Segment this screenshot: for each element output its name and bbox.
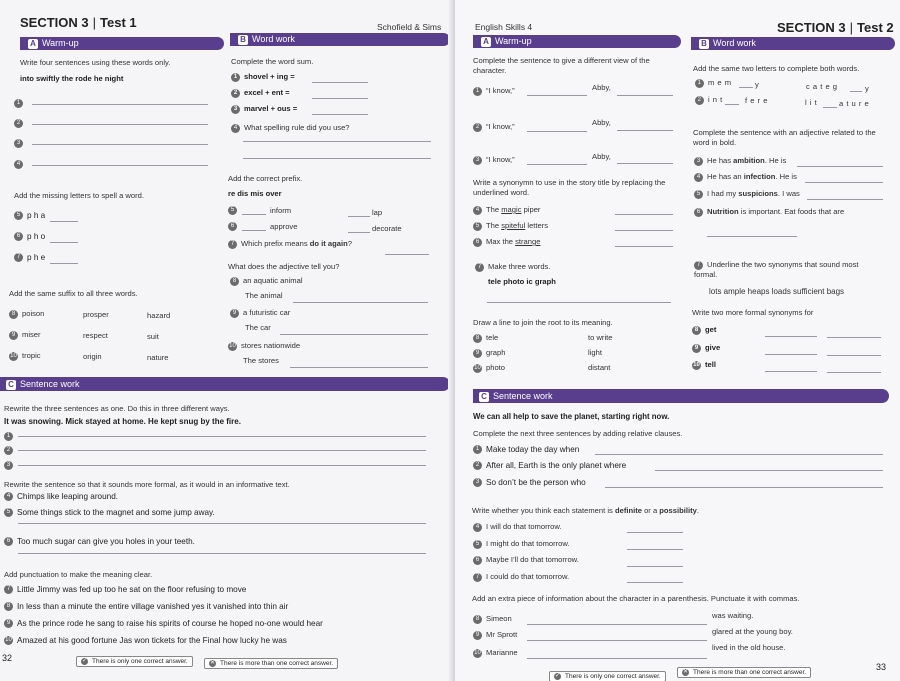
section-heading: SECTION 3 | Test 1 — [20, 15, 137, 30]
answer-line[interactable] — [18, 523, 426, 524]
answer-line[interactable] — [805, 182, 883, 183]
instruction: Write a synonymn to use in the story title by replacing the underlined word. — [473, 178, 666, 197]
list-item: hazard — [147, 311, 171, 320]
list-item: 5 Some things stick to the magnet and some jump away. — [4, 508, 215, 517]
instruction: Write whether you think each statement is definite or a possibility. — [472, 506, 699, 515]
sentence-work-tab: C Sentence work — [473, 389, 889, 403]
word-list: into swiftly the rode he night — [20, 74, 124, 83]
answer-line[interactable] — [242, 214, 266, 215]
list-item: 6 Max the strange — [473, 237, 540, 247]
sentence: It was snowing. Mick stayed at home. He kept snug by the fire. — [4, 417, 241, 426]
answer-line[interactable] — [725, 104, 739, 105]
answer-line[interactable] — [655, 470, 883, 471]
q1-num: 1 — [14, 95, 27, 113]
root-item[interactable]: 8 tele — [473, 333, 498, 343]
root-item[interactable]: 9 graph — [473, 348, 505, 358]
list-item: 4 What spelling rule did you use? — [231, 123, 350, 133]
list-item: 7 Underline the two synonyms that sound most formal. — [694, 260, 859, 279]
list-item: 7 I could do that tomorrow. — [473, 572, 569, 582]
list-item: respect — [83, 331, 108, 340]
list-item: 9 a futuristic car — [230, 308, 290, 318]
legend-single: ✓ There is only one correct answer. — [76, 656, 193, 667]
list-item: 2 After all, Earth is the only planet where — [473, 461, 626, 470]
list-item: 6 Too much sugar can give you holes in your teeth. — [4, 537, 195, 546]
instruction: Write two more formal synonyms for — [692, 308, 814, 317]
answer-line[interactable] — [243, 158, 431, 159]
q2-num: 2 — [4, 442, 17, 460]
list-item: 6 — [228, 221, 241, 231]
answer-line[interactable] — [348, 232, 370, 233]
answer-line[interactable] — [32, 104, 208, 105]
instruction: Add the missing letters to spell a word. — [14, 191, 144, 200]
page-number: 32 — [2, 653, 13, 663]
list-item: 5 I might do that tomorrow. — [473, 539, 570, 549]
answer-line[interactable] — [617, 95, 673, 96]
list-item: The animal — [245, 291, 283, 300]
answer-line[interactable] — [527, 624, 707, 625]
list-item: 1 “I know,” — [473, 86, 515, 96]
instruction: Rewrite the sentence so that it sounds more formal, as it would in an informative text. — [4, 480, 290, 489]
list-item: 3 He has ambition. He is — [694, 156, 786, 166]
word-part: y — [755, 80, 759, 89]
list-item: 3 marvel + ous = — [231, 104, 297, 114]
answer-line[interactable] — [615, 246, 673, 247]
answer-line[interactable] — [50, 263, 78, 264]
list-item: 6 p h o — [14, 232, 45, 241]
answer-line[interactable] — [50, 221, 78, 222]
q2-num: 2 — [14, 115, 27, 133]
book-title: English Skills 4 — [475, 22, 533, 32]
answer-line[interactable] — [765, 371, 817, 372]
word-part: f e r e — [745, 96, 768, 105]
answer-line[interactable] — [32, 165, 208, 166]
prefix-list: re dis mis over — [228, 189, 282, 198]
answer-line[interactable] — [527, 164, 587, 165]
list-item: 6 Nutrition is important. Eat foods that are — [694, 207, 844, 217]
instruction: Complete the sentence with an adjective related to the word in bold. — [693, 128, 876, 147]
list-item: 9 give — [692, 343, 720, 353]
list-item: The car — [245, 323, 271, 332]
list-item: 5 — [228, 205, 241, 215]
list-item: 8 poison — [9, 309, 44, 319]
sentence-end: was waiting. — [712, 611, 754, 620]
list-item: The stores — [243, 356, 279, 365]
answer-line[interactable] — [290, 367, 428, 368]
instruction: Complete the word sum. — [231, 57, 314, 66]
instruction: Draw a line to join the root to its meaning. — [473, 318, 613, 327]
answer-line[interactable] — [807, 199, 883, 200]
list-item: prosper — [83, 310, 109, 319]
instruction: Add the same suffix to all three words. — [9, 289, 138, 298]
legend-multi: ✕ There is more than one correct answer. — [677, 667, 811, 678]
answer-line[interactable] — [242, 230, 266, 231]
word-work-tab: B Word work — [230, 33, 450, 46]
answer-line[interactable] — [605, 487, 883, 488]
list-item: 7 Little Jimmy was fed up too he sat on the floor refusing to move — [4, 585, 246, 594]
list-item: 8 get — [692, 325, 716, 335]
warm-up-tab: A Warm-up — [20, 37, 224, 50]
answer-line[interactable] — [765, 354, 817, 355]
answer-line[interactable] — [385, 254, 429, 255]
list-item: 1 m e m — [695, 78, 732, 88]
list-item: decorate — [372, 224, 402, 233]
synonym-list[interactable]: lots ample heaps loads sufficient bags — [709, 287, 845, 296]
list-item: approve — [270, 222, 298, 231]
list-item: 4 Chimps like leaping around. — [4, 492, 118, 501]
answer-line[interactable] — [797, 166, 883, 167]
answer-line[interactable] — [18, 465, 426, 466]
list-item: 5 The spiteful letters — [473, 221, 548, 231]
sentence-end: glared at the young boy. — [712, 627, 793, 636]
answer-line[interactable] — [312, 98, 368, 99]
answer-line[interactable] — [627, 566, 683, 567]
sentence-work-tab: C Sentence work — [0, 377, 450, 391]
warm-up-tab: A Warm-up — [473, 35, 681, 48]
list-item: 9 As the prince rode he sang to raise his spirits of course he hoped no-one would hear — [4, 619, 323, 628]
answer-line[interactable] — [18, 553, 426, 554]
list-item: 9 Mr Sprott — [473, 630, 517, 640]
root-item[interactable]: 10 photo — [474, 363, 506, 372]
answer-line[interactable] — [487, 302, 671, 303]
answer-line[interactable] — [527, 131, 587, 132]
list-item: 4 I will do that tomorrow. — [473, 522, 562, 532]
instruction: Complete the sentence to give a different view of the character. — [473, 56, 650, 75]
word-list: tele photo ic graph — [488, 277, 556, 286]
list-item: 5 I had my suspicions. I was — [694, 189, 800, 199]
instruction: What does the adjective tell you? — [228, 262, 340, 271]
q3-num: 3 — [4, 457, 17, 475]
list-item: 10 tropic — [10, 351, 41, 360]
answer-line[interactable] — [739, 87, 753, 88]
speaker: Abby, — [592, 118, 611, 127]
right-page — [455, 0, 900, 681]
answer-line[interactable] — [280, 334, 428, 335]
list-item: 7 p h e — [14, 253, 45, 262]
list-item: 3 So don’t be the person who — [473, 478, 586, 487]
list-item: 6 Maybe I’ll do that tomorrow. — [473, 555, 579, 565]
answer-line[interactable] — [312, 114, 368, 115]
meaning-item[interactable]: to write — [588, 333, 613, 342]
list-item: nature — [147, 353, 169, 362]
speaker: Abby, — [592, 83, 611, 92]
page-number: 33 — [876, 662, 887, 672]
q4-num: 4 — [14, 156, 27, 174]
word-work-tab: B Word work — [691, 37, 895, 50]
answer-line[interactable] — [765, 336, 817, 337]
answer-line[interactable] — [32, 144, 208, 145]
answer-line[interactable] — [617, 163, 673, 164]
answer-line[interactable] — [615, 230, 673, 231]
list-item: 4 He has an infection. He is — [694, 172, 797, 182]
answer-line[interactable] — [595, 454, 883, 455]
list-item: 7 Which prefix means do it again? — [228, 239, 352, 249]
instruction: Add punctuation to make the meaning clear. — [4, 570, 153, 579]
answer-line[interactable] — [627, 532, 683, 533]
meaning-item[interactable]: light — [588, 348, 602, 357]
list-item: 3 “I know,” — [473, 155, 515, 165]
list-item: 7 Make three words. — [475, 262, 550, 272]
answer-line[interactable] — [850, 91, 862, 92]
list-item: 2 “I know,” — [473, 122, 515, 132]
word-part: l i t — [805, 98, 818, 107]
answer-line[interactable] — [18, 450, 426, 451]
list-item: 5 p h a — [14, 211, 45, 220]
list-item: 2 i n t — [695, 95, 723, 105]
q1-num: 1 — [4, 428, 17, 446]
answer-line[interactable] — [827, 372, 881, 373]
list-item: 2 excel + ent = — [231, 88, 290, 98]
word-part: a t u r e — [839, 99, 870, 108]
answer-line[interactable] — [827, 355, 881, 356]
list-item: lap — [372, 208, 383, 217]
answer-line[interactable] — [627, 582, 683, 583]
legend-single: ✓ There is only one correct answer. — [549, 671, 666, 681]
answer-line[interactable] — [243, 141, 431, 142]
word-part: c a t e g — [806, 82, 838, 91]
list-item: 8 In less than a minute the entire village vanished yes it vanished into thin air — [4, 602, 288, 611]
instruction: Add the same two letters to complete both words. — [693, 64, 860, 73]
list-item: 10 stores nationwide — [229, 341, 301, 350]
list-item: suit — [147, 332, 159, 341]
instruction: Add the correct prefix. — [228, 174, 303, 183]
answer-line[interactable] — [707, 236, 797, 237]
list-item: 8 an aquatic animal — [230, 276, 303, 286]
list-item: 10 Marianne — [474, 648, 518, 657]
answer-line[interactable] — [348, 216, 370, 217]
answer-line[interactable] — [527, 640, 707, 641]
word-part: y — [865, 84, 869, 93]
answer-line[interactable] — [527, 95, 587, 96]
answer-line[interactable] — [32, 124, 208, 125]
instruction: Complete the next three sentences by adding relative clauses. — [473, 429, 683, 438]
list-item: 8 Simeon — [473, 614, 512, 624]
list-item: 10 Amazed at his good fortune Jas won tickets for the Final how lucky he was — [5, 636, 287, 645]
list-item: 1 shovel + ing = — [231, 72, 295, 82]
answer-line[interactable] — [527, 658, 707, 659]
answer-line[interactable] — [293, 302, 428, 303]
speaker: Abby, — [592, 152, 611, 161]
list-item: inform — [270, 206, 292, 215]
lead-sentence: We can all help to save the planet, starting right now. — [473, 412, 670, 421]
instruction: Add an extra piece of information about the character in a parenthesis. Punctuate it with commas. — [472, 594, 800, 603]
instruction: Write four sentences using these words only. — [20, 58, 171, 67]
answer-line[interactable] — [627, 549, 683, 550]
answer-line[interactable] — [312, 82, 368, 83]
publisher-label: Schofield & Sims — [377, 22, 442, 32]
list-item: 9 miser — [9, 330, 41, 340]
answer-line[interactable] — [615, 214, 673, 215]
answer-line[interactable] — [617, 130, 673, 131]
sentence-end: lived in the old house. — [712, 643, 786, 652]
list-item: 10 tell — [693, 360, 716, 369]
list-item: origin — [83, 352, 102, 361]
list-item: 4 The magic piper — [473, 205, 540, 215]
list-item: 1 Make today the day when — [473, 445, 579, 454]
q3-num: 3 — [14, 135, 27, 153]
answer-line[interactable] — [18, 436, 426, 437]
answer-line[interactable] — [50, 242, 78, 243]
meaning-item[interactable]: distant — [588, 363, 611, 372]
legend-multi: ✕ There is more than one correct answer. — [204, 658, 338, 669]
answer-line[interactable] — [827, 337, 881, 338]
answer-line[interactable] — [823, 107, 837, 108]
section-heading: SECTION 3 | Test 2 — [777, 20, 894, 35]
instruction: Rewrite the three sentences as one. Do this in three different ways. — [4, 404, 230, 413]
